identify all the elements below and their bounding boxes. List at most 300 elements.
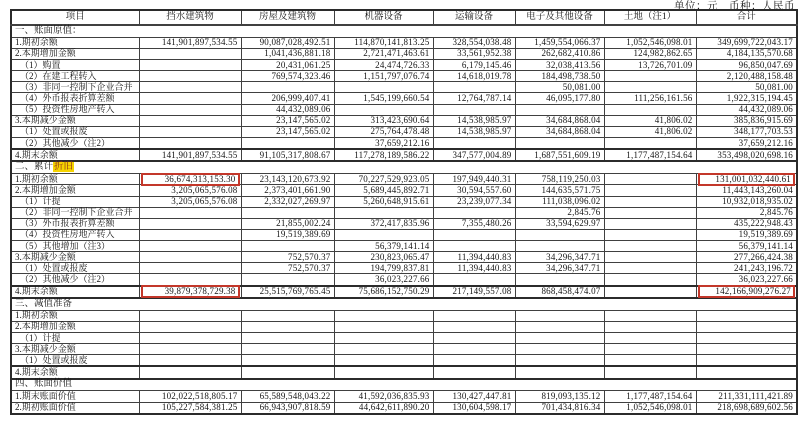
cell	[604, 149, 696, 161]
section-row	[11, 25, 797, 37]
cell	[241, 344, 334, 355]
cell	[433, 149, 515, 161]
cell-value: 44,432,089.06	[738, 104, 793, 115]
cell	[604, 332, 696, 343]
cell-value: 14,538,985.97	[457, 126, 512, 137]
cell-value: 819,093,135.12	[541, 391, 601, 402]
cell	[334, 274, 433, 286]
cell-value: 23,239,077.34	[457, 196, 512, 207]
cell-value: 349,699,722,043.17	[717, 37, 793, 48]
cell	[515, 37, 604, 48]
cell	[241, 71, 334, 82]
cell	[433, 218, 515, 229]
cell	[433, 310, 515, 321]
cell	[241, 174, 334, 185]
section-label: 四、账面价值	[15, 379, 73, 390]
row-label: （2）在建工程转入	[11, 71, 139, 82]
column-header: 项目	[11, 10, 139, 25]
cell	[139, 126, 241, 137]
cell	[696, 37, 797, 48]
cell-value: 13,726,701.09	[638, 59, 693, 70]
cell-value: 11,443,143,260.04	[722, 184, 793, 195]
cell	[139, 344, 241, 355]
row-label: 1.期初余额	[11, 174, 139, 185]
cell	[515, 207, 604, 218]
cell	[241, 185, 334, 196]
row-label: 3.本期减少金额	[11, 344, 139, 355]
cell	[241, 366, 334, 378]
cell	[696, 402, 797, 414]
cell	[241, 391, 334, 402]
table-row	[11, 104, 797, 115]
cell	[139, 104, 241, 115]
table-body	[11, 25, 797, 414]
cell	[334, 60, 433, 71]
row-label: （5）其他增加（注3）	[11, 241, 139, 252]
fixed-assets-table	[10, 9, 798, 415]
row-label: 4.期末余额	[11, 366, 139, 378]
cell	[515, 104, 604, 115]
cell	[515, 252, 604, 263]
cell	[433, 93, 515, 104]
highlighted-cell	[139, 174, 241, 185]
row-label: 1.期初余额	[11, 310, 139, 321]
cell-value: 56,379,141.14	[375, 240, 430, 251]
table-row	[11, 218, 797, 229]
cell	[515, 366, 604, 378]
cell-value: 1,177,487,154.64	[626, 391, 693, 402]
unit-currency-note: 单位：元 币种：人民币	[674, 1, 795, 12]
cell	[241, 138, 334, 150]
cell	[139, 207, 241, 218]
cell	[334, 82, 433, 93]
cell	[334, 263, 433, 274]
cell	[433, 391, 515, 402]
cell	[139, 263, 241, 274]
row-label: 3.本期减少金额	[11, 252, 139, 263]
cell-value: 769,574,323.46	[271, 70, 331, 81]
cell-value: 230,823,065.47	[370, 251, 430, 262]
cell	[334, 196, 433, 207]
cell	[139, 366, 241, 378]
cell	[696, 366, 797, 378]
cell-value: 21,855,002.24	[276, 218, 331, 229]
table-row	[11, 115, 797, 126]
cell	[433, 207, 515, 218]
column-header: 房屋及建筑物	[241, 10, 334, 25]
cell-value: 5,689,445,892.71	[363, 184, 430, 195]
table-row	[11, 252, 797, 263]
cell	[604, 207, 696, 218]
cell	[334, 355, 433, 367]
cell-value: 328,554,038.48	[452, 37, 512, 48]
red-box-value: 36,674,313,153.30	[141, 173, 240, 186]
cell	[241, 104, 334, 115]
section-row	[11, 298, 797, 310]
table-row	[11, 366, 797, 378]
cell-value: 34,296,347.71	[546, 262, 601, 273]
cell-value: 23,147,565.02	[276, 126, 331, 137]
table-row	[11, 60, 797, 71]
cell-value: 1,052,546,098.01	[626, 37, 693, 48]
cell	[515, 149, 604, 161]
column-header: 合计	[696, 10, 797, 25]
cell	[334, 93, 433, 104]
cell	[604, 310, 696, 321]
cell	[604, 355, 696, 367]
cell-value: 90,087,028,492.51	[259, 37, 331, 48]
cell	[696, 104, 797, 115]
cell-value: 111,256,161.56	[634, 93, 693, 104]
cell-value: 1,052,546,098.01	[626, 402, 693, 413]
cell	[696, 48, 797, 59]
cell	[139, 37, 241, 48]
cell	[241, 82, 334, 93]
cell-value: 41,806.02	[654, 115, 693, 126]
cell-value: 10,932,018,935.02	[722, 196, 793, 207]
cell-value: 2,332,027,269.97	[264, 196, 331, 207]
cell	[515, 82, 604, 93]
cell-value: 194,799,837.81	[370, 262, 430, 273]
cell	[241, 402, 334, 414]
table-row	[11, 82, 797, 93]
cell-value: 385,836,915.69	[733, 115, 793, 126]
cell	[241, 286, 334, 298]
cell-value: 1,041,436,881.18	[264, 48, 331, 59]
cell-value: 65,589,548,043.22	[259, 391, 331, 402]
cell	[696, 115, 797, 126]
cell	[433, 263, 515, 274]
cell	[334, 126, 433, 137]
cell	[696, 93, 797, 104]
cell	[334, 229, 433, 240]
table-row	[11, 286, 797, 298]
cell	[334, 104, 433, 115]
cell	[515, 286, 604, 298]
cell	[696, 241, 797, 252]
cell	[334, 138, 433, 150]
cell	[139, 310, 241, 321]
row-label: （3）外币报表折算差额	[11, 218, 139, 229]
cell	[241, 218, 334, 229]
table-row	[11, 241, 797, 252]
table-row	[11, 391, 797, 402]
cell-value: 44,432,089.06	[276, 104, 331, 115]
cell	[241, 48, 334, 59]
cell	[604, 126, 696, 137]
cell	[696, 274, 797, 286]
cell	[139, 138, 241, 150]
row-label: （3）非同一控制下企业合并	[11, 82, 139, 93]
table-row	[11, 126, 797, 137]
cell	[139, 355, 241, 367]
cell	[241, 252, 334, 263]
cell	[433, 274, 515, 286]
red-box-value: 142,166,909,276.27	[698, 285, 796, 298]
cell-value: 141,901,897,534.55	[161, 149, 238, 160]
section-row	[11, 161, 797, 173]
cell	[334, 207, 433, 218]
cell	[433, 138, 515, 150]
cell-value: 144,635,571.75	[541, 184, 601, 195]
cell	[696, 196, 797, 207]
cell-value: 2,373,401,661.90	[264, 184, 331, 195]
cell	[241, 355, 334, 367]
cell-value: 75,686,152,750.29	[358, 286, 430, 297]
cell	[433, 241, 515, 252]
table-row	[11, 332, 797, 343]
cell-value: 313,423,690.64	[370, 115, 430, 126]
cell-value: 56,379,141.14	[738, 240, 793, 251]
cell	[604, 344, 696, 355]
section-label: 一、账面原值：	[15, 25, 82, 36]
cell	[334, 218, 433, 229]
cell-value: 20,431,061.25	[276, 59, 331, 70]
cell	[139, 149, 241, 161]
cell	[604, 93, 696, 104]
cell	[515, 126, 604, 137]
cell	[334, 71, 433, 82]
cell	[334, 115, 433, 126]
cell	[433, 82, 515, 93]
cell	[139, 252, 241, 263]
cell	[433, 286, 515, 298]
cell	[515, 48, 604, 59]
cell	[515, 218, 604, 229]
cell	[604, 229, 696, 240]
row-label: （1）计提	[11, 332, 139, 343]
cell	[604, 263, 696, 274]
table-row	[11, 196, 797, 207]
cell	[139, 93, 241, 104]
cell	[241, 149, 334, 161]
cell	[696, 332, 797, 343]
section-label: 三、减值准备	[15, 298, 73, 309]
row-label: 2.本期增加金额	[11, 48, 139, 59]
cell-value: 12,764,787.14	[457, 93, 512, 104]
table-row	[11, 93, 797, 104]
cell-value: 32,038,413.56	[546, 59, 601, 70]
cell	[334, 286, 433, 298]
cell	[433, 115, 515, 126]
cell	[241, 93, 334, 104]
cell-value: 353,498,020,698.16	[717, 149, 793, 160]
table-row	[11, 402, 797, 414]
cell-value: 105,227,584,381.25	[161, 402, 238, 413]
cell	[139, 241, 241, 252]
cell-value: 1,177,487,154.64	[626, 149, 693, 160]
cell-value: 44,642,611,890.20	[358, 402, 430, 413]
cell	[139, 321, 241, 332]
cell	[604, 321, 696, 332]
cell	[433, 252, 515, 263]
cell	[515, 115, 604, 126]
cell	[696, 263, 797, 274]
cell-value: 23,147,565.02	[276, 115, 331, 126]
cell	[433, 104, 515, 115]
table-row	[11, 37, 797, 48]
cell-value: 1,459,554,066.37	[534, 37, 601, 48]
cell-value: 348,177,703.53	[733, 126, 793, 137]
cell-value: 96,850,047.69	[738, 59, 793, 70]
cell-value: 66,943,907,818.59	[259, 402, 331, 413]
cell	[696, 207, 797, 218]
cell	[696, 60, 797, 71]
column-header: 电子及其他设备	[515, 10, 604, 25]
cell	[604, 218, 696, 229]
cell	[604, 366, 696, 378]
cell-value: 37,659,212.16	[375, 137, 430, 148]
cell	[696, 344, 797, 355]
cell	[515, 138, 604, 150]
red-box-value: 131,001,032,440.61	[698, 173, 796, 186]
column-header: 运输设备	[433, 10, 515, 25]
depreciation-highlight: 折旧	[54, 162, 74, 173]
table-row	[11, 274, 797, 286]
row-label: 1.期末账面价值	[11, 391, 139, 402]
cell-value: 30,594,557.60	[457, 184, 512, 195]
cell	[515, 263, 604, 274]
cell	[241, 274, 334, 286]
cell	[604, 241, 696, 252]
column-header: 机器设备	[334, 10, 433, 25]
cell	[433, 229, 515, 240]
cell-value: 36,023,227.66	[738, 274, 793, 285]
cell	[604, 138, 696, 150]
highlighted-cell	[696, 174, 797, 185]
cell	[139, 274, 241, 286]
section-label: 二、累计	[15, 162, 54, 173]
cell-value: 372,417,835.96	[370, 218, 430, 229]
cell	[515, 332, 604, 343]
row-label: （4）外币报表折算差额	[11, 93, 139, 104]
cell-value: 36,023,227.66	[375, 274, 430, 285]
cell-value: 70,227,529,923.05	[358, 173, 430, 184]
cell	[515, 355, 604, 367]
cell	[696, 321, 797, 332]
cell-value: 197,949,440.31	[452, 173, 512, 184]
row-label: （1）处置或报废	[11, 263, 139, 274]
cell	[334, 37, 433, 48]
cell	[139, 115, 241, 126]
cell-value: 141,901,897,534.55	[161, 37, 238, 48]
cell	[334, 310, 433, 321]
row-label: 4.期末余额	[11, 286, 139, 298]
cell	[241, 229, 334, 240]
row-label: （1）购置	[11, 60, 139, 71]
section-row	[11, 379, 797, 391]
cell-value: 3,205,065,576.08	[171, 184, 238, 195]
cell-value: 6,179,145.46	[461, 59, 512, 70]
cell-value: 19,519,389.69	[276, 229, 331, 240]
cell	[139, 402, 241, 414]
cell	[241, 241, 334, 252]
cell	[604, 48, 696, 59]
cell	[241, 196, 334, 207]
cell	[515, 321, 604, 332]
cell-value: 25,515,769,765.45	[259, 286, 331, 297]
column-header: 挡水建筑物	[139, 10, 241, 25]
cell	[696, 82, 797, 93]
table-row	[11, 229, 797, 240]
cell-value: 3,205,065,576.08	[171, 196, 238, 207]
cell	[604, 82, 696, 93]
cell	[334, 241, 433, 252]
header-row	[11, 10, 797, 25]
cell	[515, 274, 604, 286]
cell	[334, 332, 433, 343]
cell-value: 130,604,598.17	[452, 402, 512, 413]
cell-value: 33,594,629.97	[546, 218, 601, 229]
row-label: （1）处置或报废	[11, 355, 139, 367]
cell	[433, 355, 515, 367]
table-row	[11, 321, 797, 332]
cell	[433, 37, 515, 48]
cell-value: 1,151,797,076.74	[363, 70, 430, 81]
cell-value: 111,038,096.02	[542, 196, 601, 207]
cell	[433, 332, 515, 343]
cell-value: 41,592,036,835.93	[358, 391, 430, 402]
cell	[334, 185, 433, 196]
cell-value: 11,394,440.83	[457, 262, 512, 273]
cell-value: 117,278,189,586.22	[354, 149, 430, 160]
cell-value: 1,922,315,194.45	[726, 93, 793, 104]
cell-value: 37,659,212.16	[738, 137, 793, 148]
row-label: 2.期初账面价值	[11, 402, 139, 414]
cell	[515, 174, 604, 185]
cell	[334, 149, 433, 161]
cell	[604, 71, 696, 82]
cell	[604, 104, 696, 115]
cell	[433, 196, 515, 207]
cell	[604, 37, 696, 48]
row-label: （5）投资性房地产转入	[11, 104, 139, 115]
cell	[139, 60, 241, 71]
cell	[696, 185, 797, 196]
cell	[241, 207, 334, 218]
cell-value: 275,764,478.48	[370, 126, 430, 137]
cell-value: 5,260,648,915.61	[363, 196, 430, 207]
cell	[334, 391, 433, 402]
cell-value: 435,222,948.43	[733, 218, 793, 229]
cell-value: 41,806.02	[654, 126, 693, 137]
highlighted-cell	[139, 286, 241, 298]
cell-value: 701,434,816.34	[541, 402, 601, 413]
cell-value: 206,999,407.41	[271, 93, 331, 104]
cell	[139, 48, 241, 59]
cell	[241, 115, 334, 126]
row-label: （1）计提	[11, 196, 139, 207]
cell	[334, 48, 433, 59]
row-label: 2.本期增加金额	[11, 321, 139, 332]
table-row	[11, 185, 797, 196]
cell	[604, 391, 696, 402]
cell-value: 347,577,004.89	[452, 149, 512, 160]
cell	[696, 71, 797, 82]
row-label: （1）处置或报废	[11, 126, 139, 137]
cell	[604, 402, 696, 414]
cell	[604, 115, 696, 126]
column-header: 土地（注1）	[604, 10, 696, 25]
cell	[334, 344, 433, 355]
table-row	[11, 207, 797, 218]
cell	[696, 355, 797, 367]
cell-value: 4,184,135,570.68	[726, 48, 793, 59]
table-row	[11, 48, 797, 59]
cell	[604, 196, 696, 207]
cell	[604, 174, 696, 185]
cell	[515, 391, 604, 402]
